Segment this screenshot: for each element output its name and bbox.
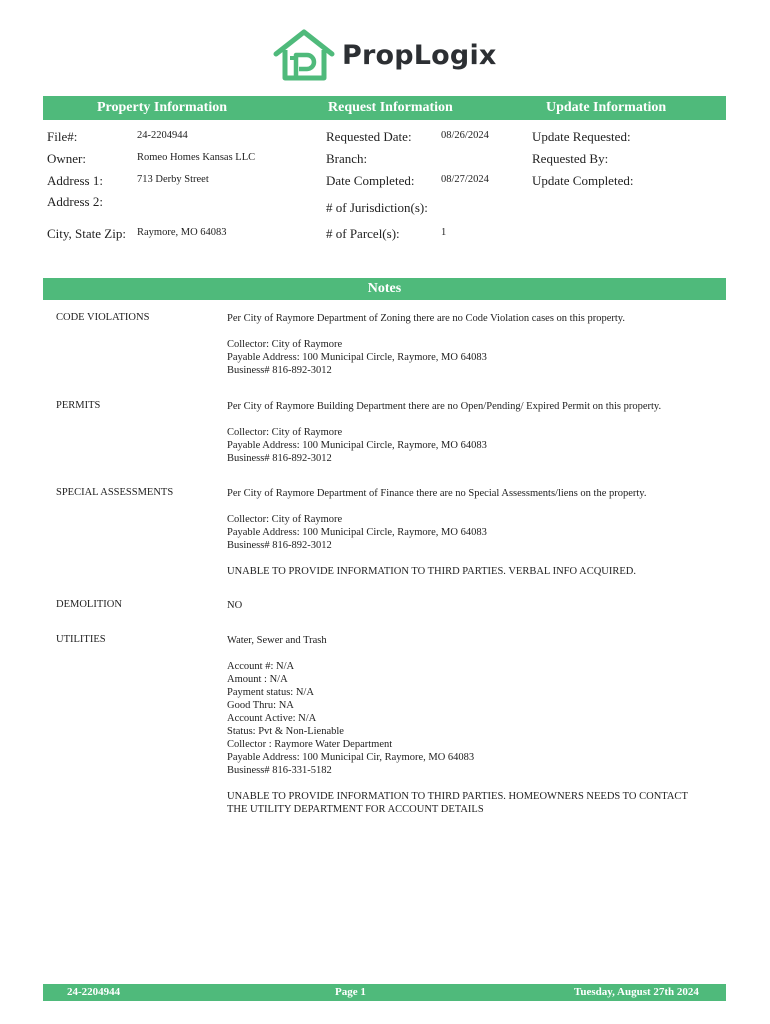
note-line: Amount : N/A: [227, 674, 288, 685]
house-icon: [272, 28, 336, 82]
branch-label: Branch:: [326, 151, 368, 166]
footer-file-number: 24-2204944: [67, 986, 121, 998]
owner-value: Romeo Homes Kansas LLC: [137, 152, 256, 163]
update-completed-label: Update Completed:: [532, 173, 634, 188]
note-section-label: SPECIAL ASSESSMENTS: [56, 487, 174, 498]
date-completed-label: Date Completed:: [326, 173, 415, 188]
note-section-body: [227, 599, 242, 612]
notes-header: Notes: [43, 278, 726, 300]
note-line: Status: Pvt & Non-Lienable: [227, 726, 344, 737]
note-section-label: DEMOLITION: [56, 599, 122, 610]
parcel-value: 1: [441, 227, 447, 238]
note-line: Per City of Raymore Building Department there are no Open/Pending/ Expired Permit on this property.: [227, 401, 662, 412]
note-line: UNABLE TO PROVIDE INFORMATION TO THIRD PARTIES. VERBAL INFO ACQUIRED.: [227, 566, 637, 577]
note-section-body: [227, 400, 661, 465]
footer-page-number: Page 1: [335, 986, 366, 998]
note-line: Good Thru: NA: [227, 700, 294, 711]
note-section-body: [227, 487, 647, 578]
note-section-body: [227, 634, 688, 816]
note-line: Payable Address: 100 Municipal Cir, Raymore, MO 64083: [227, 752, 475, 763]
note-line: Business# 816-331-5182: [227, 765, 332, 776]
brand-logo: [272, 28, 497, 82]
note-section-body: [227, 312, 625, 377]
request-info-heading: Request Information: [328, 100, 453, 115]
file-label: File#:: [47, 129, 78, 144]
paragraph-spacer: [227, 777, 688, 790]
update-info-heading: Update Information: [546, 100, 667, 115]
note-line: Business# 816-892-3012: [227, 365, 332, 376]
jurisdiction-label: # of Jurisdiction(s):: [326, 200, 428, 215]
address1-label: Address 1:: [47, 173, 103, 188]
note-line: Per City of Raymore Department of Zoning there are no Code Violation cases on this property.: [227, 313, 625, 324]
address2-label: Address 2:: [47, 194, 103, 209]
note-line: Per City of Raymore Department of Finance there are no Special Assessments/liens on the property.: [227, 488, 647, 499]
note-line: THE UTILITY DEPARTMENT FOR ACCOUNT DETAILS: [227, 804, 484, 815]
note-line: NO: [227, 600, 243, 611]
date-completed-value: 08/27/2024: [441, 174, 489, 185]
footer-bar: [43, 984, 726, 1001]
update-requested-label: Update Requested:: [532, 129, 631, 144]
note-line: UNABLE TO PROVIDE INFORMATION TO THIRD PARTIES. HOMEOWNERS NEEDS TO CONTACT: [227, 791, 688, 802]
note-line: Payable Address: 100 Municipal Circle, Raymore, MO 64083: [227, 440, 487, 451]
note-section-label: PERMITS: [56, 400, 101, 411]
note-line: Payable Address: 100 Municipal Circle, Raymore, MO 64083: [227, 352, 487, 363]
note-line: Business# 816-892-3012: [227, 453, 332, 464]
paragraph-spacer: [227, 500, 647, 513]
requested-date-label: Requested Date:: [326, 129, 412, 144]
note-line: Collector: City of Raymore: [227, 427, 343, 438]
paragraph-spacer: [227, 413, 661, 426]
note-line: Collector: City of Raymore: [227, 514, 343, 525]
paragraph-spacer: [227, 647, 688, 660]
note-line: Collector : Raymore Water Department: [227, 739, 393, 750]
note-section-label: CODE VIOLATIONS: [56, 312, 150, 323]
section-header-bar: [43, 96, 726, 120]
note-line: Payment status: N/A: [227, 687, 314, 698]
requested-by-label: Requested By:: [532, 151, 609, 166]
parcel-label: # of Parcel(s):: [326, 226, 400, 241]
note-line: Business# 816-892-3012: [227, 540, 332, 551]
address1-value: 713 Derby Street: [137, 174, 209, 185]
note-line: Account #: N/A: [227, 661, 295, 672]
note-section-label: UTILITIES: [56, 634, 106, 645]
footer-date: Tuesday, August 27th 2024: [574, 986, 699, 998]
city-state-zip-label: City, State Zip:: [47, 226, 126, 241]
note-line: Payable Address: 100 Municipal Circle, Raymore, MO 64083: [227, 527, 487, 538]
city-state-zip-value: Raymore, MO 64083: [137, 227, 227, 238]
paragraph-spacer: [227, 552, 647, 565]
property-info-heading: Property Information: [97, 100, 227, 115]
note-line: Collector: City of Raymore: [227, 339, 343, 350]
owner-label: Owner:: [47, 151, 86, 166]
note-line: Water, Sewer and Trash: [227, 635, 327, 646]
note-line: Account Active: N/A: [227, 713, 317, 724]
requested-date-value: 08/26/2024: [441, 130, 489, 141]
brand-name: PropLogix: [342, 39, 497, 71]
file-value: 24-2204944: [137, 130, 188, 141]
paragraph-spacer: [227, 325, 625, 338]
